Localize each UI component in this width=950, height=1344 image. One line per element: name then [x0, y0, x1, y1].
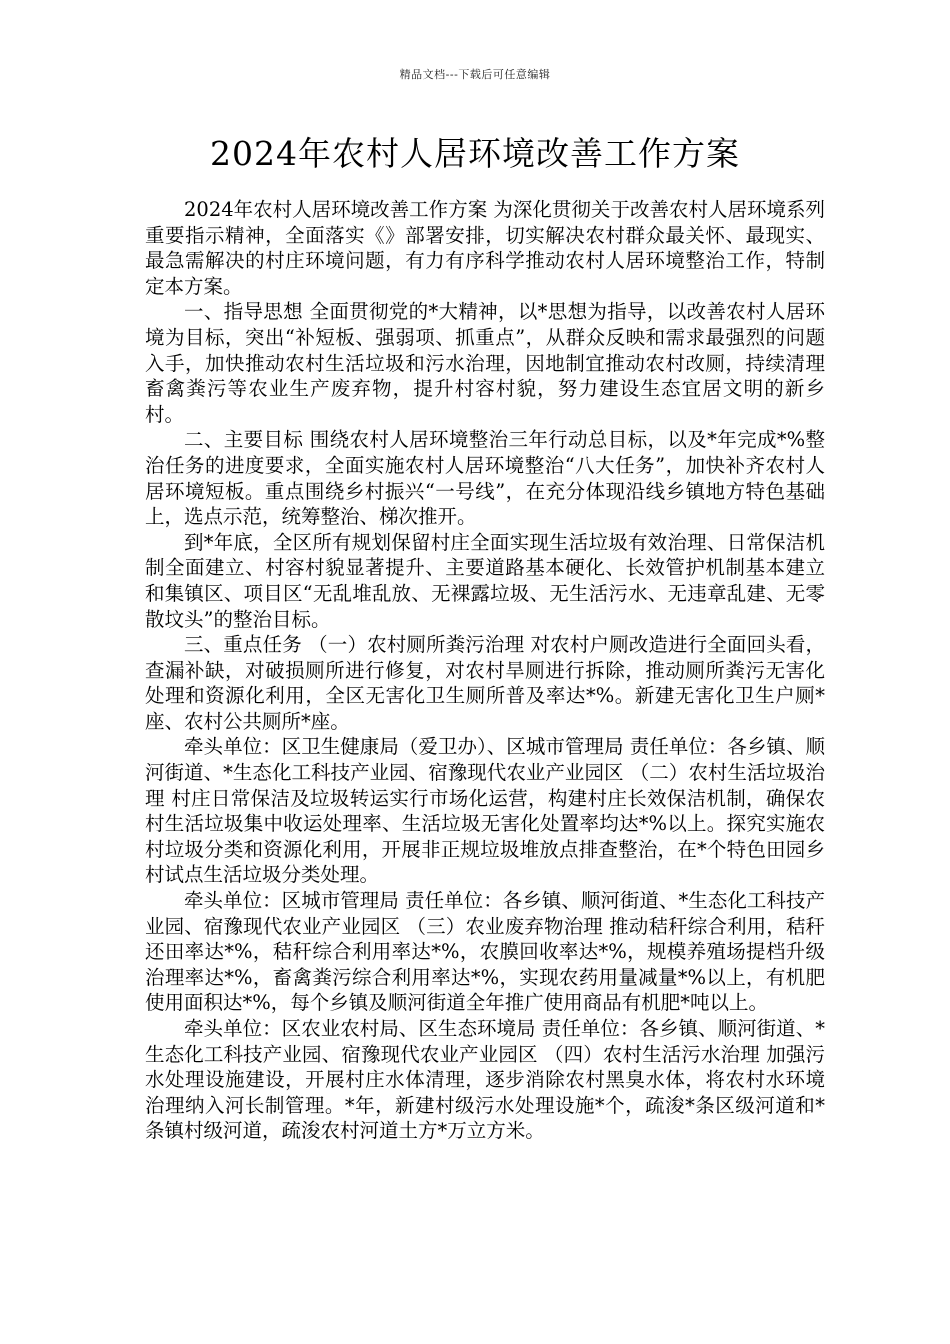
paragraph-garbage-treatment: 牵头单位：区卫生健康局（爱卫办）、区城市管理局 责任单位：各乡镇、顺河街道、*生态化工科技产业园、宿豫现代农业产业园区 （二）农村生活垃圾治理 村庄日常保洁及垃圾转运实行市场化运营，构建村庄长效保洁机制，确保农村生活垃圾集中收运处理率、生活垃圾无害化处置率均达*%以上。探究实施农村垃圾分类和资源化利用，开展非正规垃圾堆放点排查整治，在*个特色田园乡村试点生活垃圾分类处理。: [145, 735, 825, 887]
paragraph-key-tasks-toilet: 三、重点任务 （一）农村厕所粪污治理 对农村户厕改造进行全面回头看，查漏补缺，对破损厕所进行修复，对农村旱厕进行拆除，推动厕所粪污无害化处理和资源化利用，全区无害化卫生厕所普及率达*%。新建无害化卫生户厕*座、农村公共厕所*座。: [145, 633, 825, 733]
paragraph-year-end-target: 到*年底，全区所有规划保留村庄全面实现生活垃圾有效治理、日常保洁机制全面建立、村容村貌显著提升、主要道路基本硬化、长效管护机制基本建立和集镇区、项目区“无乱堆乱放、无裸露垃圾、无生活污水、无违章乱建、无零散坟头”的整治目标。: [145, 530, 825, 631]
paragraph-sewage-treatment: 牵头单位：区农业农村局、区生态环境局 责任单位：各乡镇、顺河街道、*生态化工科技产业园、宿豫现代农业产业园区 （四）农村生活污水治理 加强污水处理设施建设，开展村庄水体清理，逐步消除农村黑臭水体，将农村水环境治理纳入河长制管理。*年，新建村级污水处理设施*个，疏浚*条区级河道和*条镇村级河道，疏浚农村河道土方*万立方米。: [145, 1017, 825, 1143]
page-header-note: 精品文档---下载后可任意编辑: [399, 68, 551, 81]
paragraph-intro: 2024年农村人居环境改善工作方案 为深化贯彻关于改善农村人居环境系列重要指示精神，全面落实《》部署安排，切实解决农村群众最关怀、最现实、最急需解决的村庄环境问题，有力有序科学推动农村人居环境整治工作，特制定本方案。: [145, 198, 825, 298]
paragraph-guiding-ideology: 一、指导思想 全面贯彻党的*大精神，以*思想为指导，以改善农村人居环境为目标，突出“补短板、强弱项、抓重点”，从群众反映和需求最强烈的问题入手，加快推动农村生活垃圾和污水治理，因地制宜推动农村改厕，持续清理畜禽粪污等农业生产废弃物，提升村容村貌，努力建设生态宜居文明的新乡村。: [145, 300, 825, 426]
paragraph-agricultural-waste: 牵头单位：区城市管理局 责任单位：各乡镇、顺河街道、*生态化工科技产业园、宿豫现代农业产业园区 （三）农业废弃物治理 推动秸秆综合利用，秸秆还田率达*%，秸秆综合利用率达*%，农膜回收率达*%，规模养殖场提档升级治理率达*%，畜禽粪污综合利用率达*%，实现农药用量减量*%以上，有机肥使用面积达*%，每个乡镇及顺河街道全年推广使用商品有机肥*吨以上。: [145, 889, 825, 1015]
document-title: 2024年农村人居环境改善工作方案: [210, 134, 740, 173]
paragraph-main-goals: 二、主要目标 围绕农村人居环境整治三年行动总目标，以及*年完成*%整治任务的进度要求，全面实施农村人居环境整治“八大任务”，加快补齐农村人居环境短板。重点围绕乡村振兴“一号线”，在充分体现沿线乡镇地方特色基础上，选点示范，统筹整治、梯次推开。: [145, 428, 825, 529]
document-body: [145, 197, 825, 1144]
